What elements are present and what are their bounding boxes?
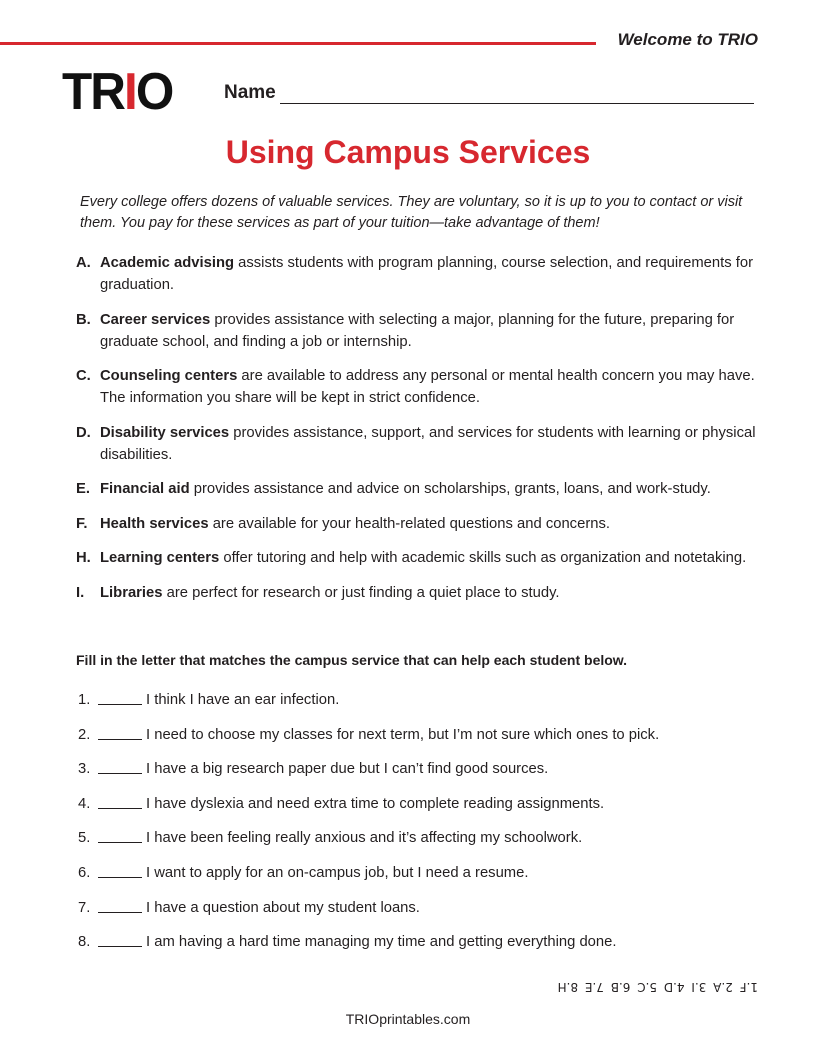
answer-blank[interactable]	[98, 862, 142, 878]
question-text: I have dyslexia and need extra time to complete reading assignments.	[146, 795, 605, 812]
service-item	[76, 252, 756, 296]
service-description: are perfect for research or just finding a quiet place to study.	[162, 584, 560, 601]
service-letter: D.	[76, 424, 91, 441]
answer-blank[interactable]	[98, 724, 142, 740]
footer-site: TRIOprintables.com	[345, 1011, 471, 1027]
question-text: I think I have an ear infection.	[146, 692, 340, 708]
service-item	[76, 422, 756, 466]
service-description: are available for your health-related questions and concerns.	[208, 515, 610, 532]
answer-blank[interactable]	[98, 758, 142, 774]
service-name: Health services	[100, 515, 209, 532]
services-list	[76, 252, 756, 616]
question-number: 6.	[78, 864, 91, 881]
question-number: 4.	[78, 795, 91, 812]
service-name: Financial aid	[100, 481, 190, 497]
question-number: 3.	[78, 761, 91, 778]
question-number: 1.	[78, 692, 91, 708]
service-name: Learning centers	[100, 550, 220, 566]
name-input-line[interactable]	[280, 83, 754, 104]
header-tagline: Welcome to TRIO	[617, 30, 758, 49]
question-number: 2.	[78, 726, 91, 743]
question-item	[78, 827, 659, 862]
service-description: offer tutoring and help with academic skills such as organization and notetaking.	[219, 550, 747, 566]
question-text: I have a big research paper due but I can’t find good sources.	[146, 761, 549, 778]
service-item	[76, 547, 756, 569]
answer-blank[interactable]	[98, 793, 142, 809]
instructions: Fill in the letter that matches the campus service that can help each student below.	[76, 652, 628, 668]
service-description: are available to address any personal or mental health concern you may have. The information you share will be kept in strict confidence.	[100, 368, 755, 406]
question-text: I have a question about my student loans.	[146, 899, 420, 916]
service-item	[76, 478, 756, 500]
question-item	[78, 862, 659, 897]
service-description: assists students with program planning, course selection, and requirements for graduation.	[100, 255, 754, 293]
service-name: Libraries	[100, 584, 163, 601]
question-item	[78, 931, 659, 966]
question-number: 5.	[78, 830, 91, 847]
question-item	[78, 758, 659, 793]
question-text: I want to apply for an on-campus job, but I need a resume.	[146, 864, 529, 881]
question-item	[78, 689, 659, 724]
service-letter: H.	[76, 550, 91, 566]
service-name: Counseling centers	[100, 368, 238, 384]
header-rule	[0, 42, 596, 45]
service-description: provides assistance, support, and services for students with learning or physical disabilities.	[100, 424, 756, 463]
question-text: I am having a hard time managing my time and getting everything done.	[146, 934, 617, 951]
logo-accent: I	[124, 63, 136, 121]
question-item	[78, 897, 659, 932]
question-text: I need to choose my classes for next term, but I’m not sure which ones to pick.	[146, 726, 660, 743]
question-item	[78, 724, 659, 759]
service-item	[76, 365, 756, 409]
service-name: Disability services	[100, 424, 230, 441]
service-name: Career services	[100, 311, 211, 328]
question-text: I have been feeling really anxious and it’s affecting my schoolwork.	[146, 830, 583, 847]
question-number: 8.	[78, 934, 91, 951]
intro-paragraph: Every college offers dozens of valuable services. They are voluntary, so it is up to you to contact or visit them. You pay for these services as part of your tuition—take advantage of them!	[80, 194, 743, 231]
service-letter: C.	[76, 368, 91, 384]
name-field-row	[224, 82, 754, 104]
service-item	[76, 582, 756, 604]
service-letter: A.	[76, 255, 91, 271]
answer-blank[interactable]	[98, 931, 142, 947]
service-item	[76, 309, 756, 353]
logo-prefix: TR	[62, 63, 125, 121]
question-item	[78, 793, 659, 828]
service-name: Academic advising	[100, 255, 235, 271]
questions-list	[78, 689, 659, 966]
service-letter: B.	[76, 311, 91, 328]
service-letter: E.	[76, 481, 90, 497]
answer-blank[interactable]	[98, 689, 142, 705]
answer-blank[interactable]	[98, 827, 142, 843]
service-letter: F.	[76, 515, 88, 532]
trio-logo	[62, 63, 173, 121]
service-description: provides assistance with selecting a major, planning for the future, preparing for graduate school, and finding a job or internship.	[100, 311, 735, 350]
service-letter: I.	[76, 584, 85, 601]
answer-key-upside-down: 1.F 2.A 3.I 4.D 5.C 6.B 7.E 8.H	[557, 980, 758, 994]
service-description: provides assistance and advice on scholarships, grants, loans, and work-study.	[189, 481, 711, 497]
name-label: Name	[224, 82, 276, 103]
answer-blank[interactable]	[98, 897, 142, 913]
question-number: 7.	[78, 899, 91, 916]
logo-suffix: O	[135, 63, 173, 121]
page-title: Using Campus Services	[225, 134, 591, 170]
service-item	[76, 513, 756, 535]
